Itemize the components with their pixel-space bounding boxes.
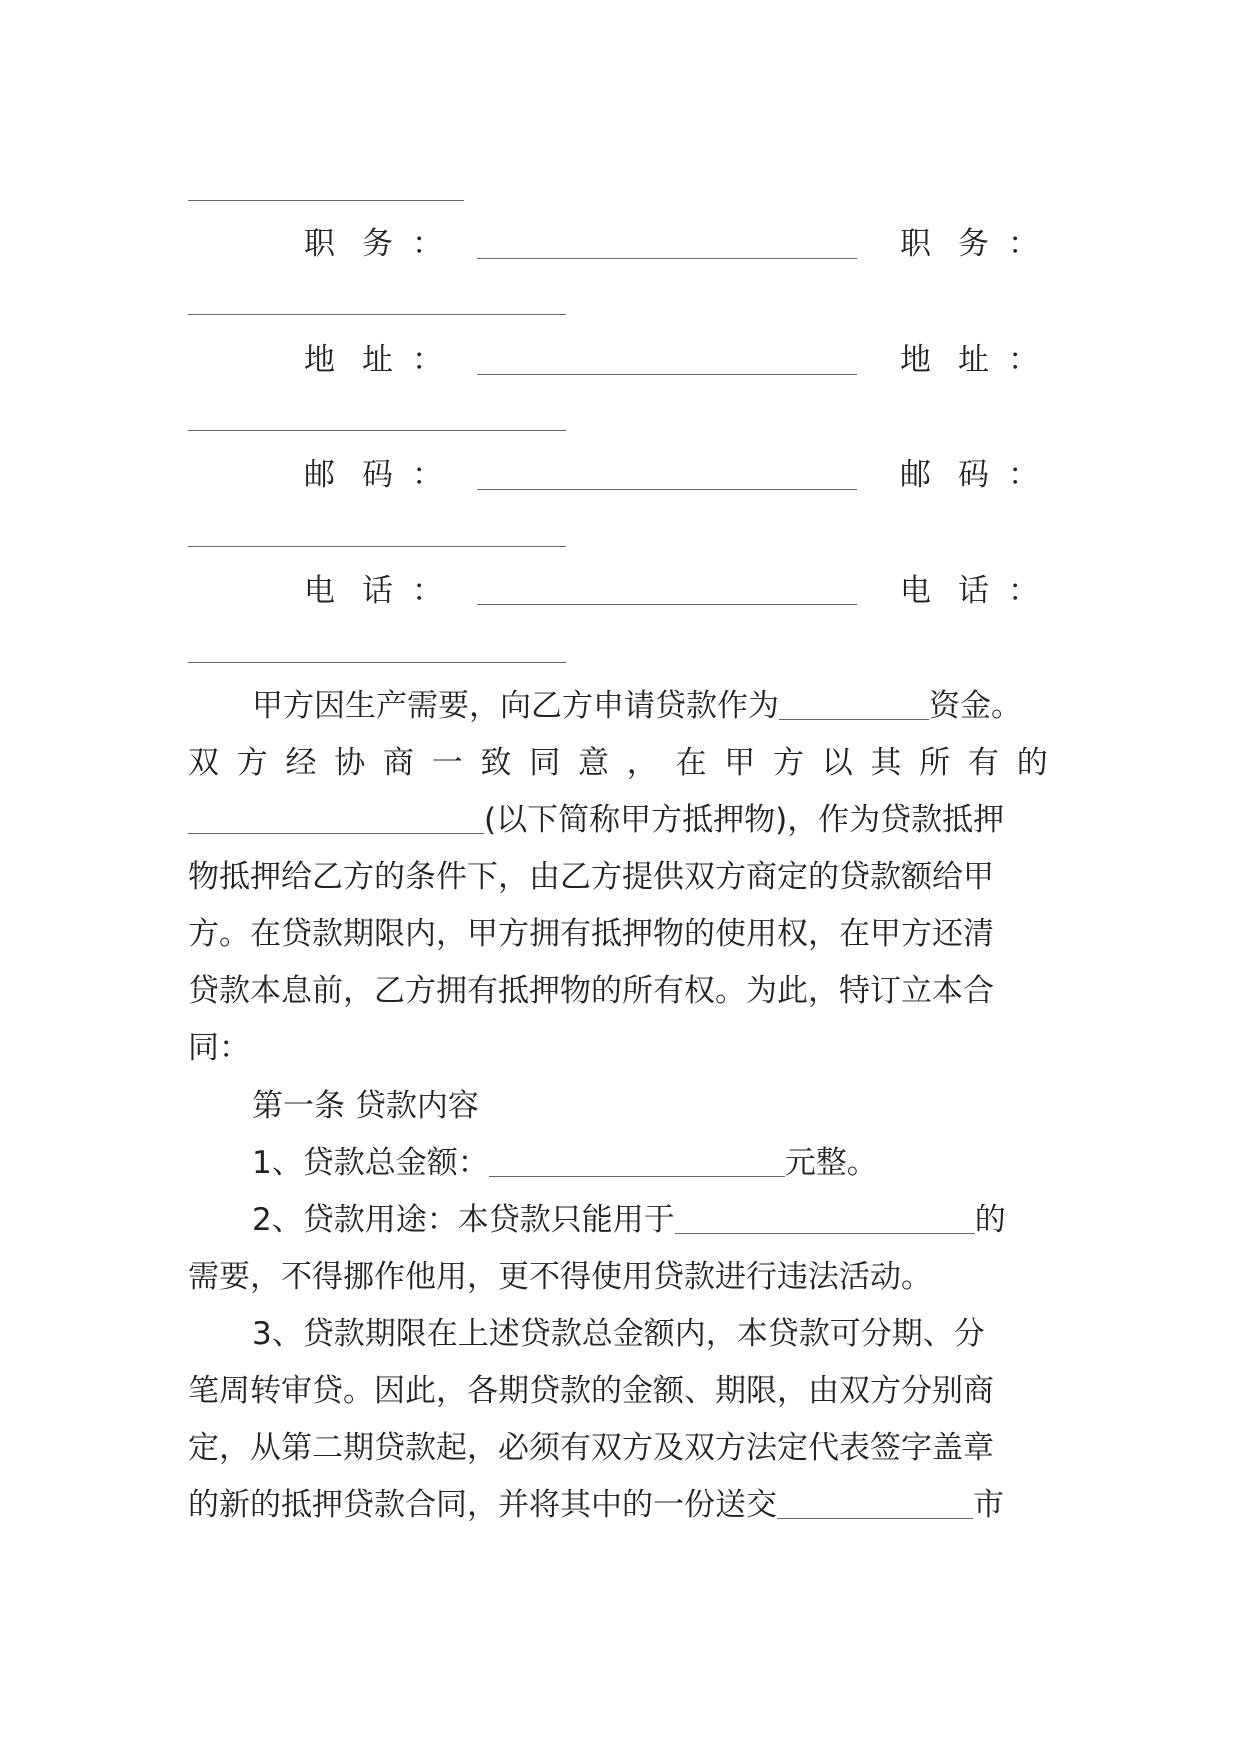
blank-line [188, 200, 464, 201]
field-label-char: 地 [304, 342, 335, 378]
text: 资金。 [929, 688, 1022, 724]
field-label-char: 码 [362, 457, 393, 493]
field-label-char: 话 [958, 573, 989, 609]
preamble-line-2 [188, 743, 1048, 783]
text: 的新的抵押贷款合同，并将其中的一份送交 [188, 1487, 777, 1523]
article-item-3-cont [188, 1485, 1004, 1525]
field-colon: ： [412, 457, 443, 493]
blank-line [477, 374, 857, 375]
field-label-char: 邮 [304, 457, 335, 493]
text: 1、贷款总金额： [252, 1145, 489, 1181]
spread-char: 致 [480, 745, 512, 781]
field-label-char: 址 [362, 342, 393, 378]
preamble-line-4: 物抵押给乙方的条件下，由乙方提供双方商定的贷款额给甲 [188, 859, 994, 895]
field-label-char: 址 [958, 342, 989, 378]
spread-char: 经 [285, 745, 317, 781]
article-item-2 [252, 1200, 1006, 1240]
text: 市 [973, 1487, 1004, 1523]
field-label-char: 务 [958, 226, 989, 262]
text: 元整。 [784, 1145, 878, 1181]
preamble-line-5: 方。在贷款期限内，甲方拥有抵押物的使用权，在甲方还清 [188, 916, 994, 952]
field-label-char: 职 [304, 226, 335, 262]
spread-char: 所 [919, 745, 951, 781]
spread-char: 意 [578, 745, 609, 781]
blank-line [777, 1488, 973, 1519]
text: 的 [974, 1202, 1006, 1238]
field-colon: ： [1008, 573, 1039, 609]
blank-line [779, 689, 929, 720]
spread-char: 方 [773, 745, 804, 781]
preamble-line-1 [252, 686, 1022, 726]
preamble-line-7: 同： [188, 1030, 250, 1066]
blank-line [477, 258, 857, 259]
spread-char: ， [626, 745, 658, 781]
spread-char: 同 [529, 745, 561, 781]
spread-char: 的 [1016, 745, 1048, 781]
field-colon: ： [412, 573, 443, 609]
blank-line [489, 1146, 785, 1177]
text: 2、贷款用途：本贷款只能用于 [252, 1202, 675, 1238]
spread-char: 方 [236, 745, 268, 781]
article-title: 第一条 贷款内容 [252, 1088, 479, 1124]
field-label-char: 邮 [900, 457, 931, 493]
field-label-char: 地 [900, 342, 931, 378]
field-colon: ： [1008, 457, 1039, 493]
blank-line [188, 430, 566, 431]
blank-line [477, 489, 857, 490]
field-label-char: 码 [958, 457, 989, 493]
preamble-line-3 [188, 800, 1004, 840]
preamble-line-6: 贷款本息前，乙方拥有抵押物的所有权。为此，特订立本合 [188, 973, 994, 1009]
text: (以下简称甲方抵押物)，作为贷款抵押 [484, 802, 1005, 838]
spread-char: 其 [870, 745, 902, 781]
blank-line [188, 662, 566, 663]
field-label-char: 电 [900, 573, 931, 609]
field-label-char: 话 [362, 573, 393, 609]
field-colon: ： [1008, 226, 1039, 262]
blank-line [188, 314, 566, 315]
spread-char: 在 [675, 745, 707, 781]
text: 甲方因生产需要，向乙方申请贷款作为 [252, 688, 779, 724]
article-item-3: 3、贷款期限在上述贷款总金额内，本贷款可分期、分 [252, 1316, 985, 1352]
article-item-1 [252, 1143, 878, 1183]
spread-char: 一 [431, 745, 463, 781]
article-item-3-cont: 笔周转审贷。因此，各期贷款的金额、期限，由双方分别商 [188, 1373, 994, 1409]
spread-char: 以 [821, 745, 853, 781]
spread-char: 有 [968, 745, 999, 781]
spread-char: 双 [188, 745, 219, 781]
spread-char: 甲 [724, 745, 756, 781]
field-colon: ： [1008, 342, 1039, 378]
blank-line [675, 1203, 975, 1234]
field-colon: ： [412, 226, 443, 262]
spread-char: 协 [334, 745, 366, 781]
article-item-3-cont: 定，从第二期贷款起，必须有双方及双方法定代表签字盖章 [188, 1430, 994, 1466]
field-colon: ： [412, 342, 443, 378]
spread-char: 商 [383, 745, 414, 781]
article-item-2-cont: 需要，不得挪作他用，更不得使用贷款进行违法活动。 [188, 1259, 932, 1295]
field-label-char: 务 [362, 226, 393, 262]
blank-line [188, 546, 566, 547]
field-label-char: 电 [304, 573, 335, 609]
field-label-char: 职 [900, 226, 931, 262]
blank-line [188, 803, 484, 834]
blank-line [477, 604, 857, 605]
